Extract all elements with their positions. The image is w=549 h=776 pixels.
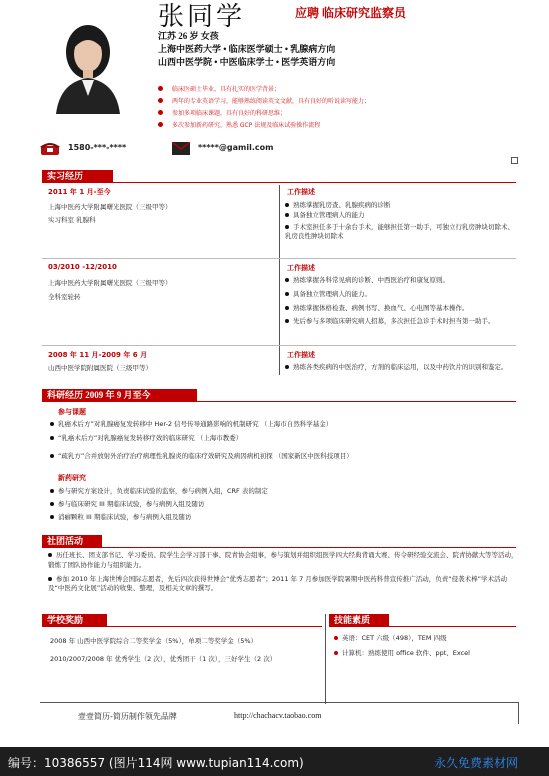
- research-subhead: 新药研究: [58, 474, 86, 482]
- apply-prefix: 应聘: [295, 6, 320, 20]
- bullet-icon: [158, 98, 163, 103]
- entry-divider: [42, 345, 516, 346]
- education-master: 上海中医药大学 • 临床医学硕士 • 乳腺病方向: [158, 44, 336, 54]
- work-item: 手术室担任多于十余台手术，能够担任第一助手，可独立行乳房肿块切除术、乳房良性肿块切除术: [285, 222, 514, 241]
- entry-divider: [42, 258, 516, 259]
- research-subhead: 参与课题: [58, 408, 86, 416]
- internship-period: 2011 年 1 月-至今: [48, 188, 111, 196]
- bullet-icon: [158, 110, 163, 115]
- watermark-right[interactable]: 永久免费素材网: [434, 756, 519, 770]
- avatar-photo: [52, 18, 124, 114]
- work-title: 工作描述: [287, 264, 315, 272]
- column-divider: [325, 614, 326, 704]
- bullet-icon: [334, 636, 338, 640]
- research-item: “乳癌术后方”对乳腺癌复发转移疗效的临床研究 （上海市教委）: [50, 434, 520, 444]
- watermark-left: 编号：10386557 (图片114网 www.tupian114.com): [8, 756, 304, 770]
- work-list: [285, 276, 519, 327]
- footer-url[interactable]: http://chachacv.taobao.com: [234, 711, 322, 720]
- page-corner: [518, 702, 519, 724]
- summary-item: 两年的专业英语学习，能够熟练阅读英文文献，具有良好的听说读写能力；: [158, 94, 518, 106]
- drug-research: [50, 487, 520, 522]
- email-icon: [172, 140, 190, 153]
- section-rule: [42, 182, 516, 183]
- skill-item: 英语：CET 六级（498），TEM 四级: [334, 634, 518, 644]
- internship-org: 山西中医学院附属医院（三级甲等）: [48, 364, 152, 372]
- internship-role: 全科室轮转: [48, 293, 81, 301]
- summary-list: [158, 82, 518, 130]
- apply-position: [295, 4, 406, 21]
- research-item: 消癖颗粒 III 期临床试验，参与病例入组及随访: [50, 513, 520, 523]
- internship-period: 2008 年 11 月-2009 年 6 月: [48, 351, 148, 359]
- work-item: 熟练掌握体格检查、病例书写、换血气、心电图等基本操作。: [285, 304, 519, 314]
- phone-icon: [40, 140, 60, 154]
- phone-number: 1580-***-****: [68, 143, 127, 152]
- work-list: [285, 363, 519, 373]
- research-projects: [50, 420, 520, 461]
- section-skills: 技能素质: [329, 614, 389, 627]
- education-bachelor: 山西中医学院 • 中医临床学士 • 医学英语方向: [158, 57, 336, 67]
- personal-info: 江苏 26 岁 女孩: [158, 31, 219, 41]
- section-research: 科研经历 2009 年 9 月至今: [42, 389, 197, 402]
- page-bottom-rule: [40, 702, 518, 703]
- work-item: 熟练掌握各科常见病的诊断、中西医治疗和康复原则。: [285, 276, 519, 286]
- award-item: 2010/2007/2008 年 优秀学生（2 次），优秀团干（1 次），三好学生（2 次）: [50, 655, 277, 663]
- social-list: [48, 551, 518, 594]
- research-item: “疏乳方”合并放射外治疗治疗病理性乳腺炎的临床疗效研究及病因病机初探 （国家新区中医科技项目）: [50, 452, 520, 462]
- work-item: 熟练掌握乳房查、乳腺疾病的诊断: [285, 201, 517, 211]
- section-rule: [42, 547, 516, 548]
- section-awards: 学校奖励: [42, 614, 107, 627]
- section-rule: [42, 626, 322, 627]
- section-internship: 实习经历: [42, 170, 113, 183]
- award-item: 2008 年 山西中医学院综合二等奖学金（5%），单项二等奖学金（5%）: [50, 637, 258, 645]
- skills-list: [334, 634, 518, 659]
- work-title: 工作描述: [287, 351, 315, 359]
- internship-org: 上海中医药大学附属曙光医院（三级甲等）: [48, 279, 172, 287]
- work-list: [285, 201, 517, 242]
- research-item: 参与研究方案设计，负责临床试验的监察，参与病例入组，CRF 表的制定: [50, 487, 520, 497]
- apply-job: 临床研究监察员: [322, 6, 407, 20]
- social-item: 参加 2010 年上海世博会国际志愿者，先后四次获得世博会“优秀志愿者”；2011 年 7 月参加医学院暑期中医药科普宣传推广活动，负责“侵袭术棒”学术活动及“中医药文化展”活动的收集、整理，及相关文章的撰写。: [48, 574, 508, 593]
- email-address: *****@gamil.com: [198, 143, 274, 152]
- work-item: 具备独立管理病人的能力: [285, 211, 517, 221]
- internship-org: 上海中医药大学附属曙光医院（三级甲等）: [48, 203, 172, 211]
- skill-item: 计算机：熟练使用 office 软件、ppt、Excel: [334, 649, 518, 659]
- bullet-icon: [334, 651, 338, 655]
- research-item: 参与临床研究 III 期临床试验，参与病例入组及随访: [50, 500, 520, 510]
- bullet-icon: [158, 122, 163, 127]
- internship-period: 03/2010 -12/2010: [48, 263, 117, 271]
- work-item: 具备独立管理病人的能力。: [285, 290, 519, 300]
- column-divider: [279, 185, 280, 375]
- research-item: 乳癌术后方”对乳腺癌复发转移中 Her-2 信号传导通路影响的机制研究 （上海市自然科学基金）: [50, 420, 520, 430]
- summary-item: 参加多项临床课题，具有良好的科研思维；: [158, 106, 518, 118]
- internship-role: 实习科室 乳腺科: [48, 216, 96, 224]
- section-rule: [42, 401, 516, 402]
- bullet-icon: [158, 86, 163, 91]
- summary-item: 多次参加新药研究，熟悉 GCP 法规及临床试验操作流程: [158, 118, 518, 130]
- candidate-name: 张同学: [158, 2, 246, 31]
- checkbox-icon: [511, 157, 518, 164]
- work-item: 熟练各类疾病的中医治疗，方剂的临床运用，以及中药饮片的识别和鉴定。: [285, 363, 519, 373]
- summary-item: 临床医硕士毕业，具有扎实的医学背景；: [158, 82, 518, 94]
- work-title: 工作描述: [287, 188, 315, 196]
- section-social: 社团活动: [42, 535, 102, 548]
- social-item: 历任班长、团支部书记、学习委员、院学生会学习部干事、院青协会组事，参与策划并组织组医学四大经典背诵大赛、传令研经验交流会、院青协献大等等活动，锻炼了团队协作能力与组织能力。: [48, 551, 518, 569]
- watermark-bar: [0, 747, 549, 776]
- work-item: 先后参与多项临床研究病人招募，多次担任急诊手术时担当第一助手。: [285, 317, 519, 327]
- section-rule: [329, 626, 516, 627]
- footer-shop: 壹壹简历-简历制作领先品牌: [78, 712, 177, 721]
